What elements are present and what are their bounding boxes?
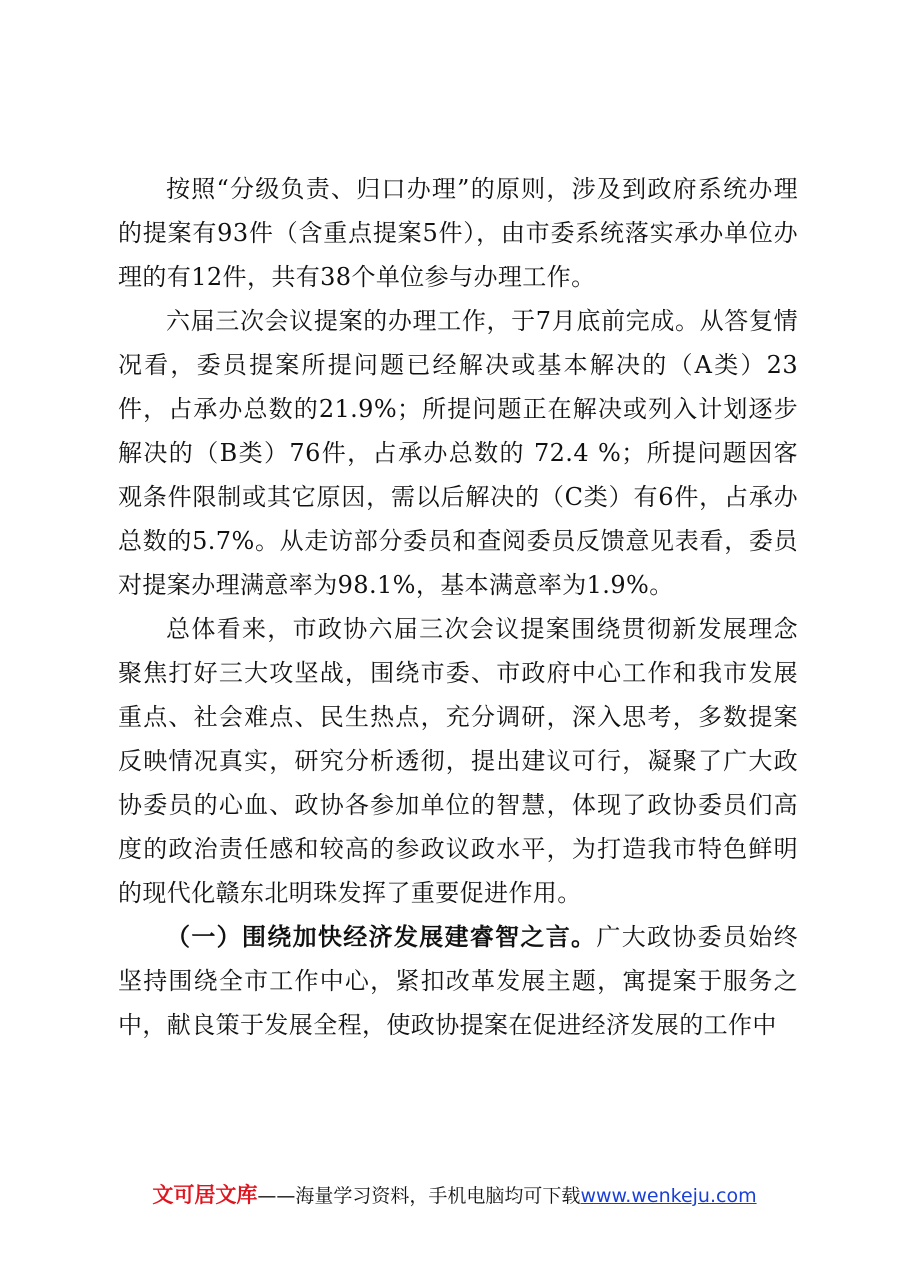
document-body — [118, 167, 798, 1047]
paragraph-handling-results: 六届三次会议提案的办理工作，于7月底前完成。从答复情况看，委员提案所提问题已经解决或基本解决的（A类）23件，占承办总数的21.9%；所提问题正在解决或列入计划逐步解决的（B类）76件，占承办总数的 72.4 %；所提问题因客观条件限制或其它原因，需以后解决的（C类）有6件，占承办总数的5.7%。从走访部分委员和查阅委员反馈意见表看，委员对提案办理满意率为98.1%，基本满意率为1.9%。 — [118, 307, 798, 599]
footer-site-link[interactable]: www.wenkeju.com — [580, 1185, 757, 1207]
footer-brand: 文可居文库 — [152, 1183, 258, 1207]
paragraph-overall-assessment: 总体看来，市政协六届三次会议提案围绕贯彻新发展理念聚焦打好三大攻坚战，围绕市委、市政府中心工作和我市发展重点、社会难点、民生热点，充分调研，深入思考，多数提案反映情况真实，研究分析透彻，提出建议可行，凝聚了广大政协委员的心血、政协各参加单位的智慧，体现了政协委员们高度的政治责任感和较高的参政议政水平，为打造我市特色鲜明的现代化赣东北明珠发挥了重要促进作用。 — [118, 615, 798, 907]
footer-banner — [0, 1181, 909, 1210]
paragraph-economic-development-body: 广大政协委员始终坚持围绕全市工作中心，紧扣改革发展主题，寓提案于服务之中，献良策于发展全程，使政协提案在促进经济发展的工作中 — [118, 923, 798, 1039]
paragraph-handling-distribution: 按照“分级负责、归口办理”的原则，涉及到政府系统办理的提案有93件（含重点提案5件），由市委系统落实承办单位办理的有12件，共有38个单位参与办理工作。 — [118, 175, 798, 291]
footer-tagline: ——海量学习资料，手机电脑均可下载 — [257, 1185, 581, 1207]
paragraph-economic-development — [118, 915, 798, 1047]
section-heading-economic-development: （一）围绕加快经济发展建睿智之言。 — [166, 922, 597, 951]
